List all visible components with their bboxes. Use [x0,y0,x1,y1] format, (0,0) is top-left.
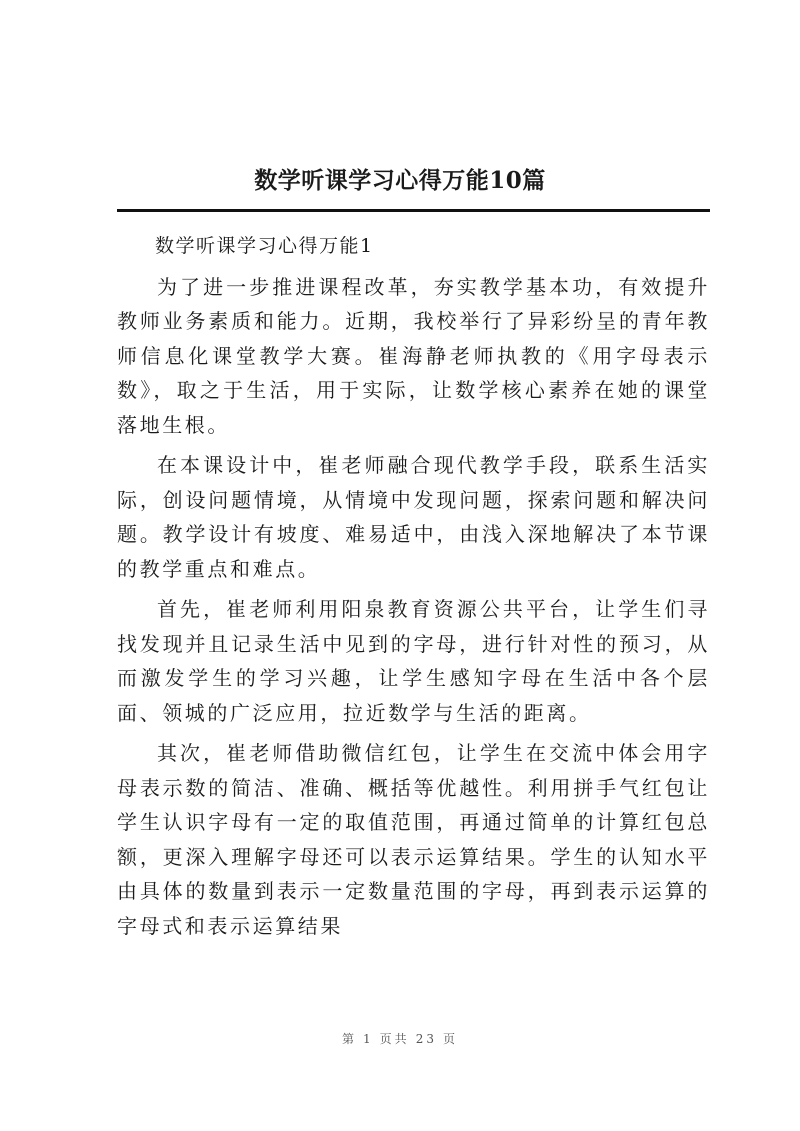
paragraph-4: 其次，崔老师借助微信红包，让学生在交流中体会用字母表示数的简洁、准确、概括等优越性。利用拼手气红包让学生认识字母有一定的取值范围，再通过简单的计算红包总额，更深入理解字母还可以表示运算结果。学生的认知水平由具体的数量到表示一定数量范围的字母，再到表示运算的字母式和表示运算结果 [117,741,710,938]
section-heading: 数学听课学习心得万能1 [155,235,374,257]
paragraph-3: 首先，崔老师利用阳泉教育资源公共平台，让学生们寻找发现并且记录生活中见到的字母，进行针对性的预习，从而激发学生的学习兴趣，让学生感知字母在生活中各个层面、领城的广泛应用，拉近数学与生活的距离。 [117,597,710,725]
paragraph-2: 在本课设计中，崔老师融合现代教学手段，联系生活实际，创设问题情境，从情境中发现问题，探索问题和解决问题。教学设计有坡度、难易适中，由浅入深地解决了本节课的教学重点和难点。 [117,453,710,581]
footer-prefix: 第 [342,1032,358,1046]
document-body [117,229,710,949]
title-divider [117,209,710,212]
page-footer [0,1030,800,1047]
footer-total-pages: 23 [415,1032,437,1046]
footer-mid: 页共 [379,1032,410,1046]
paragraph-1: 为了进一步推进课程改革，夯实教学基本功，有效提升教师业务素质和能力。近期，我校举行了异彩纷呈的青年教师信息化课堂教学大赛。崔海静老师执教的《用字母表示数》，取之于生活，用于实际，让数学核心素养在她的课堂落地生根。 [117,274,710,437]
footer-suffix: 页 [442,1032,458,1046]
footer-current-page: 1 [363,1032,374,1046]
page-title: 数学听课学习心得万能10篇 [254,167,546,194]
